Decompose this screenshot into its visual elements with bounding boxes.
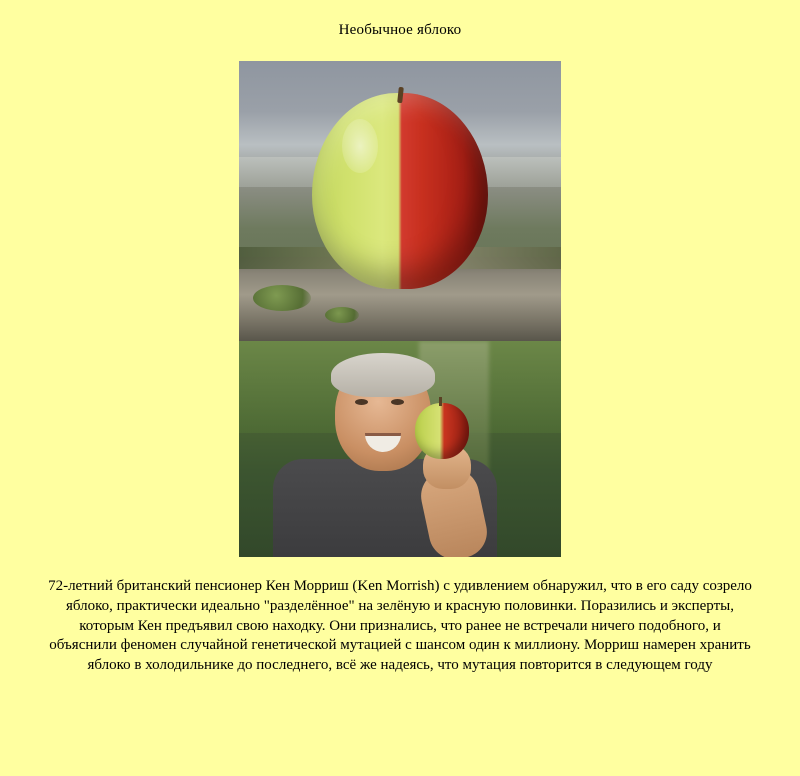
held-apple-stem [439,397,442,406]
apple-shape [312,93,488,289]
man-eye-right [391,399,404,405]
man-hair [331,353,435,397]
figure-group [239,61,561,557]
moss-patch-secondary [325,307,359,323]
article-caption: 72-летний британский пенсионер Кен Морриш (Ken Morrish) с удивлением обнаружил, что в его саду созрело яблоко, практически идеально "разделённое" на зелёную и красную половинки. Поразились и эксперты, которым Кен предъявил свою находку. Они признались, что ранее не встречали ничего подобного, и объяснили феномен случайной генетической мутацией с шансом один к миллиону. Морриш намерен хранить яблоко в холодильнике до последнего, всё же надеясь, что мутация повторится в следующем году [48,578,752,674]
page-title: Необычное яблоко [338,22,462,38]
moss-patch [253,285,311,311]
half-green-half-red-apple-photo [239,61,561,341]
man-eye-left [355,399,368,405]
man-holding-apple-photo [239,341,561,557]
held-apple-shape [415,403,469,459]
